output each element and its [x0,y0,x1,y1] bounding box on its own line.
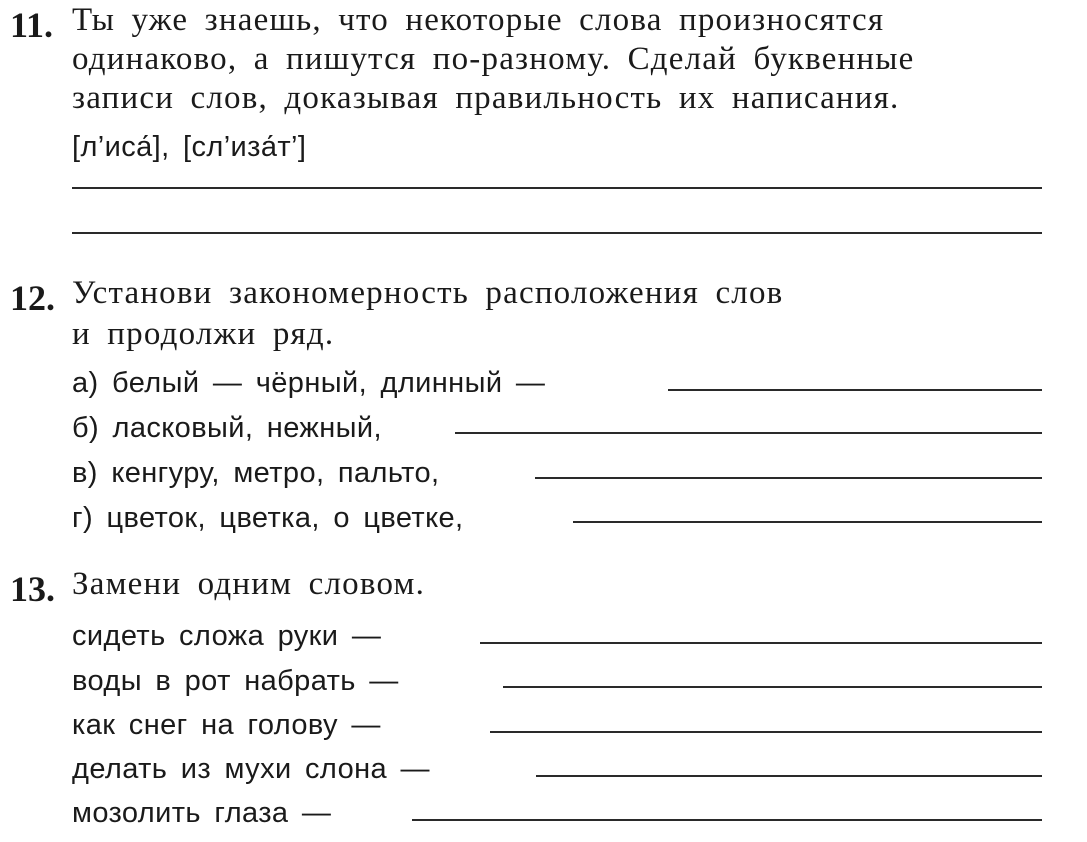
task-text-line: записи слов, доказывая правильность их написания. [72,80,900,116]
task-text-line: Ты уже знаешь, что некоторые слова произносятся [72,2,885,38]
list-item: делать из мухи слона — [72,753,430,785]
task-text-line: Установи закономерность расположения слов [72,275,784,311]
task-number: 13. [10,569,55,609]
task-text-line: Замени одним словом. [72,566,426,602]
task-text-line: одинаково, а пишутся по-разному. Сделай буквенные [72,41,915,77]
transcription: [л’иса́], [сл’иза́т’] [72,131,307,163]
answer-line[interactable] [490,731,1042,733]
answer-line[interactable] [72,232,1042,234]
answer-line[interactable] [412,819,1042,821]
answer-line[interactable] [535,477,1042,479]
list-item: воды в рот набрать — [72,665,399,697]
list-item: в) кенгуру, метро, пальто, [72,457,440,489]
task-number: 12. [10,278,55,318]
answer-line[interactable] [480,642,1042,644]
answer-line[interactable] [668,389,1042,391]
list-item: а) белый — чёрный, длинный — [72,367,546,399]
task-number: 11. [10,5,54,45]
answer-line[interactable] [72,187,1042,189]
answer-line[interactable] [455,432,1042,434]
answer-line[interactable] [573,521,1042,523]
list-item: б) ласковый, нежный, [72,412,382,444]
answer-line[interactable] [503,686,1042,688]
task-text-line: и продолжи ряд. [72,316,335,352]
list-item: сидеть сложа руки — [72,620,382,652]
answer-line[interactable] [536,775,1042,777]
list-item: г) цветок, цветка, о цветке, [72,502,464,534]
list-item: как снег на голову — [72,709,381,741]
list-item: мозолить глаза — [72,797,332,829]
